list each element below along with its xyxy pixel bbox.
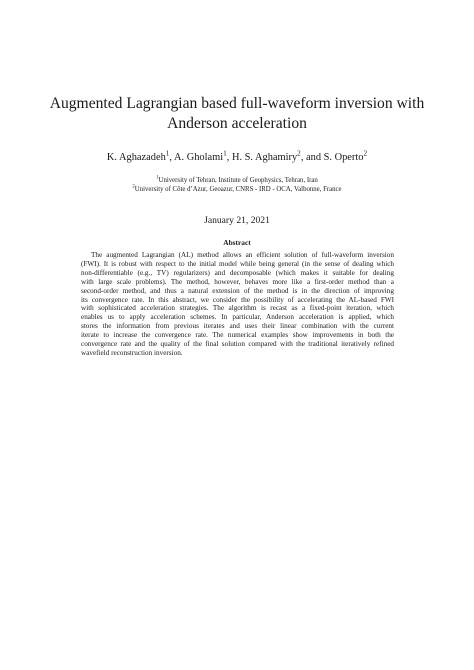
author-list xyxy=(40,151,434,165)
abstract-line: wavefield reconstruction inversion. xyxy=(81,348,183,357)
affiliation-text: University of Côte d’Azur, Geoazur, CNRS - IRD - OCA, Valbonne, France xyxy=(134,186,342,193)
abstract-line: The augmented Lagrangian (AL) method allows an efficient solution of full-waveform inversion xyxy=(91,251,394,259)
abstract-line: convergence rate and the quality of the final solution compared with the traditional iteratively refined xyxy=(81,340,394,349)
author-name: A. Gholami xyxy=(174,152,224,163)
affiliation-text: University of Tehran, Institute of Geophysics, Tehran, Iran xyxy=(158,177,318,184)
abstract-line: non-differentiable (e.g., TV) regularizers) and decomposable (which makes it suitable for dealing xyxy=(81,268,394,277)
abstract-line: second-order method, and thus a natural extension of the method is in the direction of improving xyxy=(81,286,394,295)
abstract-line: enables us to apply acceleration schemes. In particular, Anderson acceleration is applied, which xyxy=(81,313,394,322)
author-affiliation-mark: 1 xyxy=(223,149,227,158)
title-line-2: Anderson acceleration xyxy=(167,115,307,132)
affiliation-number: 1 xyxy=(156,175,159,181)
abstract-line: with large scale problems). The method, however, behaves more like a first-order method than a xyxy=(81,277,394,286)
publication-date: January 21, 2021 xyxy=(204,215,270,226)
author-separator: , xyxy=(169,152,175,163)
abstract-line: with sophisticated acceleration strategies. The algorithm is recast as a fixed-point iteration, which xyxy=(81,304,394,313)
abstract-line: stores the information from previous iterates and uses their linear combination with the current xyxy=(81,322,394,331)
title-line-1: Augmented Lagrangian based full-waveform inversion with xyxy=(49,95,425,112)
abstract-line: its convergence rate. In this abstract, we consider the possibility of accelerating the AL-based FWI xyxy=(81,295,394,304)
author-separator: , xyxy=(226,152,232,163)
author-affiliation-mark: 2 xyxy=(297,149,301,158)
author-affiliation-mark: 1 xyxy=(165,149,170,158)
affiliation-2 xyxy=(40,185,434,194)
author-name: K. Aghazadeh xyxy=(106,152,166,163)
paper-title xyxy=(40,94,434,134)
affiliation-number: 2 xyxy=(132,184,135,190)
abstract-line: iterate to increase the convergence rate. The numerical examples show improvements in both the xyxy=(81,331,394,340)
abstract-line: (FWI). It is robust with respect to the initial model while being general (in the sense of dealing which xyxy=(81,259,394,268)
affiliation-1 xyxy=(40,176,434,185)
abstract-heading: Abstract xyxy=(223,238,251,247)
author-separator: , and xyxy=(300,152,324,163)
author-name: S. Operto xyxy=(323,152,364,163)
abstract-body xyxy=(81,251,394,358)
author-name: H. S. Aghamiry xyxy=(231,152,298,163)
author-affiliation-mark: 2 xyxy=(363,149,368,158)
